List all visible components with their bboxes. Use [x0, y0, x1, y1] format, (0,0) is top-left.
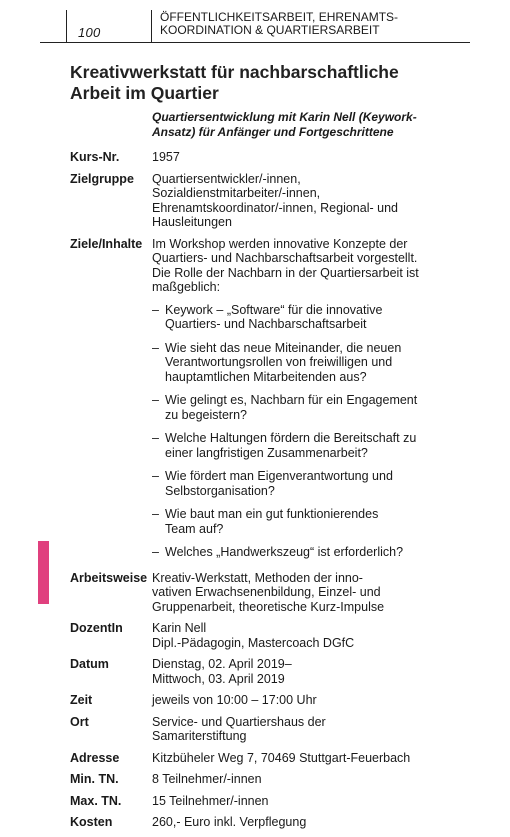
arbeitsweise-value: [152, 571, 440, 615]
dash-bullet: –: [152, 302, 159, 317]
bullet-line: Keywork – „Software“ für die innovative: [165, 302, 383, 317]
section-header-line: KOORDINATION & QUARTIERSARBEIT: [160, 23, 380, 37]
bullet-line: Wie baut man ein gut funktionierendes: [165, 507, 379, 521]
zeit-label: Zeit: [70, 693, 93, 707]
row-arbeitsweise: [70, 571, 440, 615]
zielgruppe-line: Hausleitungen: [152, 215, 232, 229]
ziele-intro-line: maßgeblich:: [152, 280, 221, 294]
datum-value: [152, 657, 440, 686]
section-header: [160, 11, 420, 37]
bullet-line: Wie sieht das neue Miteinander, die neuen: [165, 340, 402, 355]
dozentin-line: Dipl.-Pädagogin, Mastercoach DGfC: [152, 635, 355, 650]
row-datum: [70, 657, 440, 686]
ziele-bullet-list: [152, 303, 440, 560]
section-color-marker: [38, 541, 49, 604]
min-tn-value: 8 Teilnehmer/-innen: [152, 772, 262, 786]
bullet-item: [152, 393, 440, 422]
zielgruppe-line: Quartiersentwickler/-innen,: [152, 171, 301, 186]
row-zeit: [70, 693, 440, 708]
bullet-item: [152, 341, 440, 385]
row-ziele: [70, 237, 440, 564]
course-title-line: Kreativwerkstatt für nachbarschaftliche: [70, 62, 399, 82]
bullet-line: Welche Haltungen fördern die Bereitschaft zu: [165, 431, 417, 445]
ziele-value: [152, 237, 440, 564]
dash-bullet: –: [152, 545, 159, 559]
row-kosten: [70, 815, 440, 830]
ort-label: Ort: [70, 714, 89, 729]
kursnr-label: Kurs-Nr.: [70, 150, 120, 164]
dash-bullet: –: [152, 393, 159, 407]
bullet-line: Wie fördert man Eigenverantwortung und: [165, 469, 393, 483]
bullet-item: [152, 431, 440, 460]
zielgruppe-value: [152, 172, 440, 230]
bullet-line: zu begeistern?: [165, 407, 248, 422]
bullet-line: Welches „Handwerkszeug“ ist erforderlich?: [165, 545, 404, 559]
bullet-item: [152, 303, 440, 332]
ziele-intro-line: Die Rolle der Nachbarn in der Quartiersarbeit ist: [152, 265, 419, 280]
kursnr-value: 1957: [152, 150, 180, 164]
dozentin-value: [152, 621, 440, 650]
bullet-line: einer langfristigen Zusammenarbeit?: [165, 445, 368, 460]
bullet-item: [152, 469, 440, 498]
course-subtitle: [152, 110, 422, 140]
max-tn-value: 15 Teilnehmer/-innen: [152, 793, 269, 808]
ziele-label: Ziele/Inhalte: [70, 236, 143, 251]
adresse-label: Adresse: [70, 750, 120, 765]
dash-bullet: –: [152, 340, 159, 355]
dozentin-line: Karin Nell: [152, 621, 207, 635]
zielgruppe-line: Ehrenamtskoordinator/-innen, Regional- und: [152, 200, 398, 215]
ort-line: Samariterstiftung: [152, 729, 247, 743]
section-header-line: ÖFFENTLICHKEITSARBEIT, EHRENAMTS-: [160, 10, 399, 24]
row-dozentin: [70, 621, 440, 650]
arbeitsweise-line: Gruppenarbeit, theoretische Kurz-Impulse: [152, 599, 385, 614]
course-subtitle-line: Quartiersentwicklung mit Karin Nell (Keywork-: [152, 110, 417, 124]
adresse-value: Kitzbüheler Weg 7, 70469 Stuttgart-Feuerbach: [152, 750, 411, 765]
row-kursnr: [70, 150, 440, 165]
kosten-label: Kosten: [70, 815, 113, 829]
datum-label: Datum: [70, 657, 109, 671]
page-number: 100: [78, 25, 101, 40]
kosten-value: 260,- Euro inkl. Verpflegung: [152, 815, 307, 829]
ort-line: Service- und Quartiershaus der: [152, 714, 326, 729]
bullet-item: [152, 507, 440, 536]
course-subtitle-line: Ansatz) für Anfänger und Fortgeschrittene: [152, 125, 394, 139]
bullet-line: Quartiers- und Nachbarschaftsarbeit: [165, 317, 367, 331]
dozentin-label: DozentIn: [70, 621, 123, 635]
bullet-item: [152, 545, 440, 560]
bullet-line: Selbstorganisation?: [165, 483, 275, 498]
bullet-line: hauptamtlichen Mitarbeitenden aus?: [165, 369, 367, 384]
zielgruppe-label: Zielgruppe: [70, 171, 134, 186]
dash-bullet: –: [152, 431, 159, 445]
dash-bullet: –: [152, 507, 159, 521]
header-rule: [40, 42, 470, 43]
header-divider-right: [151, 10, 152, 43]
arbeitsweise-line: vativen Erwachsenenbildung, Einzel- und: [152, 585, 381, 599]
course-title-line: Arbeit im Quartier: [70, 83, 219, 103]
bullet-line: Wie gelingt es, Nachbarn für ein Engagement: [165, 393, 418, 407]
arbeitsweise-line: Kreativ-Werkstatt, Methoden der inno-: [152, 570, 363, 585]
row-adresse: [70, 751, 440, 766]
course-details: [70, 150, 440, 837]
row-min-tn: [70, 772, 440, 787]
ort-value: [152, 715, 440, 744]
row-max-tn: [70, 794, 440, 809]
datum-line: Mittwoch, 03. April 2019: [152, 671, 285, 686]
dash-bullet: –: [152, 469, 159, 483]
bullet-line: Team auf?: [165, 521, 224, 536]
row-zielgruppe: [70, 172, 440, 230]
row-ort: [70, 715, 440, 744]
min-tn-label: Min. TN.: [70, 772, 119, 786]
header-divider-left: [66, 10, 67, 43]
zeit-value: jeweils von 10:00 – 17:00 Uhr: [152, 693, 317, 707]
zielgruppe-line: Sozialdienstmitarbeiter/-innen,: [152, 186, 321, 200]
bullet-line: Verantwortungsrollen von freiwilligen und: [165, 355, 393, 369]
ziele-intro-line: Im Workshop werden innovative Konzepte der: [152, 236, 408, 251]
datum-line: Dienstag, 02. April 2019–: [152, 657, 292, 671]
ziele-intro-line: Quartiers- und Nachbarschaftsarbeit vorgestellt.: [152, 251, 418, 265]
arbeitsweise-label: Arbeitsweise: [70, 570, 148, 585]
max-tn-label: Max. TN.: [70, 793, 122, 808]
course-title: [70, 62, 440, 104]
